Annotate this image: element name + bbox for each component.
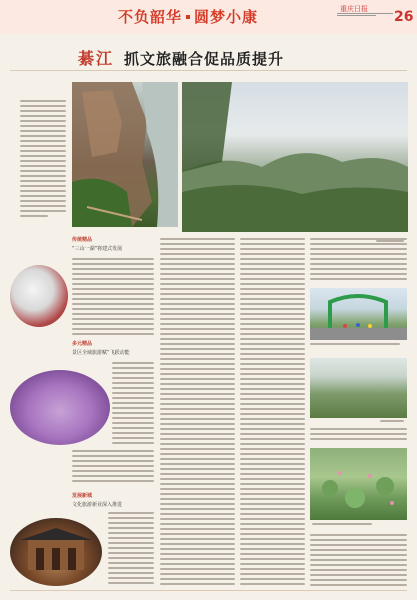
lotus-illustration: [310, 448, 407, 520]
marathon-photo: [310, 288, 407, 340]
footer-rule: [10, 590, 407, 591]
photo-caption: [312, 523, 372, 528]
banner-part2: 圆梦小康: [194, 8, 259, 26]
section-head-3: [72, 492, 122, 508]
page-number: 26: [394, 9, 414, 25]
section3-text: [108, 512, 154, 588]
lotus-photo: [310, 448, 407, 520]
section-title: 景区全域旅游赋“飞跃动能: [72, 350, 130, 356]
lead-text: [20, 100, 66, 230]
right-column-top: [310, 238, 407, 284]
section1-text: [72, 258, 154, 338]
section-tag: 多元精品: [72, 341, 93, 347]
photo-caption: [380, 420, 404, 425]
landscape-photo: [310, 358, 407, 418]
banner-dot: [186, 15, 190, 19]
temple-photo: [10, 518, 102, 586]
temple-illustration: [10, 518, 102, 586]
banner-part1: 不负韶华: [118, 8, 183, 26]
section-tag: 发展新城: [72, 493, 93, 499]
right-column-mid: [310, 428, 407, 446]
cliff-photo: [72, 82, 178, 227]
snow-photo: [10, 265, 68, 327]
middle-column-1: [160, 238, 235, 588]
section-head-2: [72, 340, 130, 356]
right-column-bottom: [310, 534, 407, 588]
headline: [78, 46, 284, 69]
marathon-illustration: [310, 288, 407, 340]
section2-text: [112, 362, 154, 447]
mountain-photo: [182, 82, 408, 232]
section-title: “三山一湖”将建式发展: [72, 246, 123, 252]
issue-meta: [337, 12, 393, 17]
headline-title: 抓文旅融合促品质提升: [124, 50, 285, 68]
section-head-1: [72, 236, 122, 252]
section-tag: 传统精品: [72, 237, 93, 243]
headline-rule: [10, 70, 407, 71]
middle-column-2: [240, 238, 305, 588]
section-banner: [118, 6, 258, 27]
mountain-illustration: [182, 82, 408, 232]
photo-caption: [310, 343, 400, 348]
section-title: 文化旅游新业深入推进: [72, 502, 123, 508]
lavender-photo: [10, 370, 110, 445]
headline-place: 綦江: [78, 49, 115, 68]
header-band: [0, 0, 417, 34]
cliff-illustration: [72, 82, 178, 227]
newspaper-logo: 重庆日报: [340, 5, 368, 13]
section2-text-cont: [72, 450, 154, 488]
